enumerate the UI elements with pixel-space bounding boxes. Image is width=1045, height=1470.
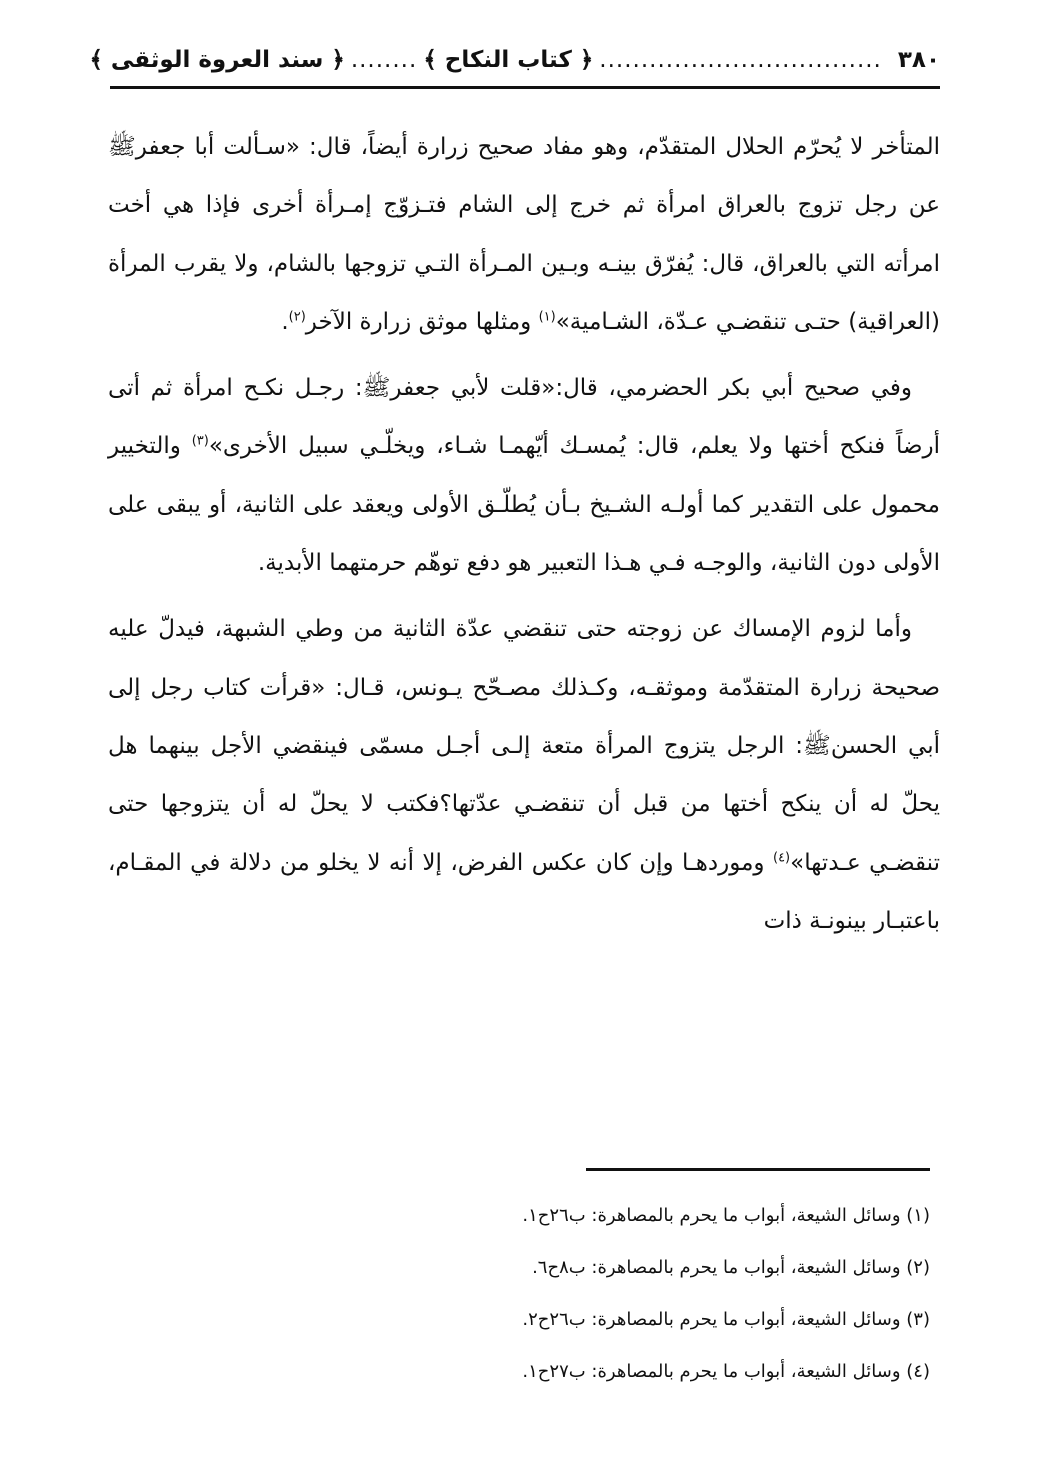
paragraph-1-text-c: .: [281, 308, 289, 335]
header-leader-dots: ..................................: [599, 47, 882, 73]
footnote-ref-1: (١): [538, 309, 556, 325]
footnote-ref-2: (٢): [288, 309, 306, 325]
main-text: [108, 118, 940, 958]
chapter-title: ﴿ كتاب النكاح ﴾: [423, 47, 594, 73]
paragraph-3-text-b: ومورده‍ـا وإن كان عكس الفرض، إلا أنه لا يخلو من دلالة في المقـام، باعتبـار بينونـة ذات: [108, 849, 940, 934]
page-number: ٣٨٠: [897, 47, 940, 73]
paragraph-1-text-b: ومثلها موثق زرارة الآخر: [305, 308, 539, 335]
footnote-1: (١) وسائل الشيعة، أبواب ما يحرم بالمصاهرة: ب٢٦ح١.: [522, 1205, 930, 1226]
header-left-group: [89, 47, 423, 73]
footnote-4: (٤) وسائل الشيعة، أبواب ما يحرم بالمصاهرة: ب٢٧ح١.: [522, 1361, 930, 1382]
book-title: ﴿ سند العروة الوثقى ﴾: [89, 47, 345, 73]
footnotes: [440, 1190, 930, 1398]
paragraph-2-text-b: والتخيير محمول على التقدير كما أولـه الشـيخ بـأن يُطلّـق الأولى ويعقد على الثانية، أو يبقى على الأولى دون الثانية، والوجـه فـي هـذا التعبير هو دفع توهّم حرمتهما الأبدية.: [108, 433, 940, 577]
paragraph-1: [108, 118, 940, 351]
footnote-ref-4: (٤): [772, 849, 791, 865]
paragraph-2: [108, 359, 940, 592]
paragraph-3: [108, 600, 940, 950]
footnote-ref-3: (٣): [191, 433, 209, 449]
footnote-3: (٣) وسائل الشيعة، أبواب ما يحرم بالمصاهرة: ب٢٦ح٢.: [522, 1309, 930, 1330]
header-right-group: [423, 47, 940, 73]
header-rule: [110, 86, 940, 89]
footnote-2: (٢) وسائل الشيعة، أبواب ما يحرم بالمصاهرة: ب٨ح٦.: [532, 1257, 930, 1278]
paragraph-3-text-a: وأما لزوم الإمساك عن زوجته حتى تنقضي عدّة الثانية من وطي الشبهة، فيدلّ عليه صحيحة زرارة المتقدّمة وموثقـه، وكـذلك مصـحّح يـونس، قـال: «قرأت كتاب رجل إلى أبي الحسن‌ﷺ: الرجل يتزوج المرأة متعة إلـى أجـل مسمّى فينقضي الأجل بينهما هل يحلّ له أن ينكح أختها من قبل أن تنقضـي عدّتها؟فكتب لا يحلّ له أن يتزوجها حتى تنقضـي عـدتها»: [108, 616, 941, 876]
paragraph-1-text-a: المتأخر لا يُحرّم الحلال المتقدّم، وهو مفاد صحيح زرارة أيضاً، قال: «سـألت أبا جعفر‌ﷺ عن رجل تزوج بالعراق امرأة ثم خرج إلى الشام فتـزوّج إمـرأة أخرى فإذا هي أخت امرأته التي بالعراق، قال: يُفرّق بينـه وبـين المـرأة التـي تزوجها بالشام، ولا يقرب المرأة (العراقية) حتـى تنقضـي عـدّة، الشـامية»: [108, 134, 940, 335]
running-header: [89, 38, 940, 82]
header-separator-dots: ........: [350, 47, 418, 73]
paragraph-2-text-a: وفي صحيح أبي بكر الحضرمي، قال:«قلت لأبي جعفر‌ﷺ: رجـل نكـح امرأة ثم أتى أرضاً فنكح أختها ولا يعلم، قال: يُمسـك أيّهمـا شـاء، ويخلّـي سبيل الأخرى»: [108, 375, 940, 460]
footnote-separator: [586, 1168, 930, 1171]
